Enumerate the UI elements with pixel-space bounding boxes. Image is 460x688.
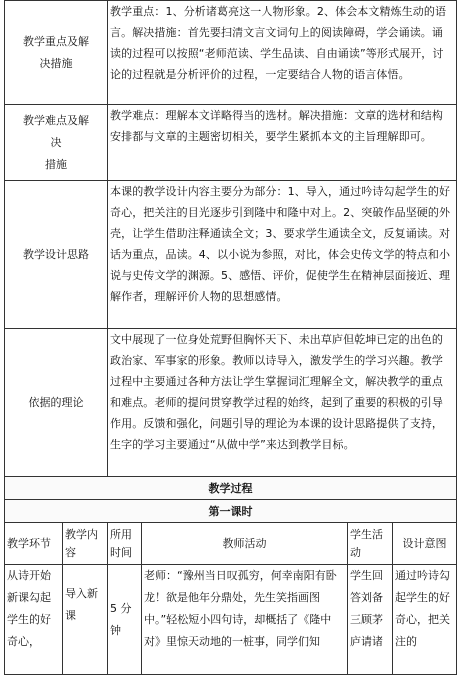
label-line: 措施 <box>45 157 67 171</box>
table-row <box>5 565 457 675</box>
theory-label <box>5 329 108 477</box>
col-header-time: 所用时间 <box>108 523 142 565</box>
lesson-title: 第一课时 <box>5 500 457 523</box>
theory-row <box>5 329 457 477</box>
design-idea-row <box>5 181 457 329</box>
label-line: 教学设计思路 <box>23 247 89 261</box>
teacher-activity-cell: 老师：“豫州当日叹孤穷，何幸南阳有卧龙！欲是他年分鼎处，先生笑指画图中。”轻松短小四句诗，却概括了《隆中对》里惊天动地的一桩事，同学们知 <box>142 565 348 675</box>
label-line: 决措施 <box>39 56 73 70</box>
difficult-points-row <box>5 105 457 181</box>
label-line: 教学重点及解 <box>23 34 89 48</box>
col-header-teacher: 教师活动 <box>142 523 348 565</box>
stage-cell: 从诗开始新课勾起学生的好奇心， <box>5 565 63 675</box>
key-points-label <box>5 1 108 105</box>
process-title: 教学过程 <box>5 477 457 500</box>
lesson-title-row <box>5 500 457 523</box>
design-idea-text: 本课的教学设计内容主要分为部分：1、导入，通过吟诗勾起学生的好奇心，把关注的目光逐步引到隆中和隆中对上。2、突破作品坚硬的外壳，让学生借助注释通读全文；3、要求学生通读全文，反复诵读。对话为重点，品读。4、以小说为参照，对比，体会史传文学的特点和小说与史传文学的渊源。5、感悟、评价，促使学生在精神层面接近、理解作者，理解评价人物的思想感情。 <box>108 181 457 329</box>
theory-text: 文中展现了一位身处荒野但胸怀天下、未出草庐但乾坤已定的出色的政治家、军事家的形象。教师以诗导入，激发学生的学习兴趣。教学过程中主要通过各种方法让学生掌握词汇理解全文，解决教学的重点和难点。老师的提问贯穿教学过程的始终，起到了重要的积极的引导作用。反馈和强化，问题引导的理论为本课的设计思路提供了支持，生字的学习主要通过“从做中学”来达到教学目标。 <box>108 329 457 477</box>
col-header-intent: 设计意图 <box>393 523 457 565</box>
col-header-stage: 教学环节 <box>5 523 63 565</box>
col-header-content: 教学内容 <box>63 523 108 565</box>
label-line: 教学难点及解 <box>23 113 89 127</box>
key-points-row <box>5 1 457 105</box>
lesson-plan-table <box>4 0 457 675</box>
label-line: 依据的理论 <box>28 395 84 409</box>
time-cell: 5 分钟 <box>108 565 142 675</box>
column-header-row <box>5 523 457 565</box>
content-cell: 导入新课 <box>63 565 108 675</box>
col-header-student: 学生活动 <box>348 523 393 565</box>
design-idea-label <box>5 181 108 329</box>
student-activity-cell: 学生回答刘备三顾茅庐请诸 <box>348 565 393 675</box>
difficult-points-label <box>5 105 108 181</box>
key-points-text: 教学重点：1、分析诸葛亮这一人物形象。2、体会本文精炼生动的语言。解决措施：首先要扫清文言文词句上的阅读障碍，学会诵读。诵读的过程可以按照“老师范读、学生品读、自由诵读”等形式展开，讨论的过程就是分析评价的过程，一定要结合人物的语言体悟。 <box>108 1 457 105</box>
design-intent-cell: 通过吟诗勾起学生的好奇心，把关注的 <box>393 565 457 675</box>
label-line: 决 <box>50 135 62 149</box>
process-title-row <box>5 477 457 500</box>
difficult-points-text: 教学难点：理解本文详略得当的选材。解决措施：文章的选材和结构安排都与文章的主题密切相关，要学生紧抓本文的主旨理解即可。 <box>108 105 457 181</box>
